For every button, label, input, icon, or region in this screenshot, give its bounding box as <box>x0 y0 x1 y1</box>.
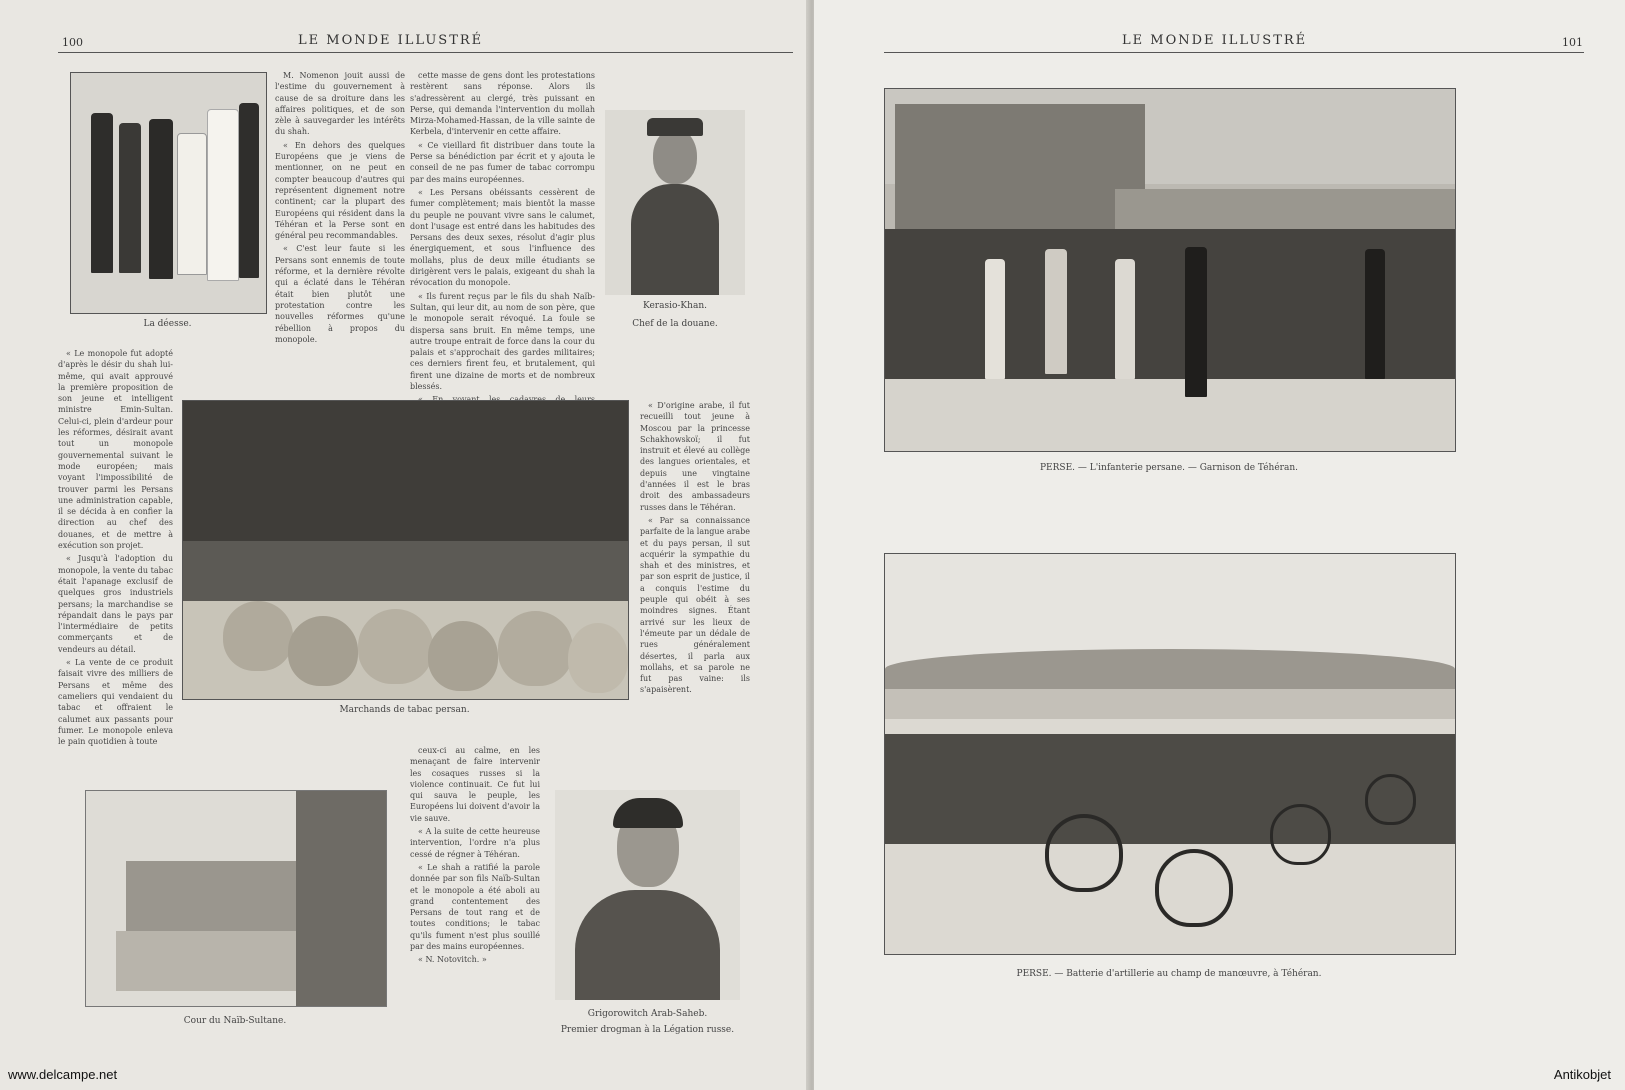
caption-photo-group: La déesse. <box>143 319 192 329</box>
text-column-2: cette masse de gens dont les protestations restèrent sans réponse. Alors ils s'adressèrent au clergé, très puissant en Perse, qui demanda l'intervention du mollah Mirza-Mohamed-Hassan, de la ville sainte de Kerbela, d'intervenir en cette affaire. « Ce vieillard fit distribuer dans toute la Perse sa bénédiction par écrit et y ajouta le conseil de ne pas fumer de tabac corrompu par des mains européennes. « Les Persans obéissants cessèrent de fumer complètement; mais bientôt la masse du peuple ne pouvant vivre sans le calumet, dont l'usage est entré dans les habitudes des Persans des deux sexes, résolut d'agir plus énergiquement, et sous l'influence des mollahs, plus de deux mille étudiants se dirigèrent vers le palais, exigeant du shah la révocation du monopole. « Ils furent reçus par le fils du shah Naïb-Sultan, qui leur dit, au nom de son père, que le monopole serait révoqué. La foule se dispersa sans bruit. En même temps, une autre troupe entrait de force dans la cour du palais et s'approchait des gardes militaires; ces derniers firent feu, et brutalement, qui firent une dizaine de morts et de nombreux blessés. <box>410 71 595 392</box>
photo-tobacco-merchants <box>182 400 629 700</box>
engraving-court-naib-sultane <box>85 790 387 1007</box>
header-rule-right <box>884 52 1584 53</box>
masthead-right: LE MONDE ILLUSTRÉ <box>1122 33 1308 48</box>
portrait-grigorowitch <box>555 790 740 1000</box>
caption-portrait-bottom-sub: Premier drogman à la Légation russe. <box>560 1025 735 1035</box>
photo-persian-infantry <box>884 88 1456 452</box>
caption-portrait-top-sub: Chef de la douane. <box>632 319 718 329</box>
caption-photo-bottom: PERSE. — Batterie d'artillerie au champ de manœuvre, à Téhéran. <box>1016 969 1322 979</box>
caption-engraving-court: Cour du Naïb-Sultane. <box>183 1016 287 1026</box>
right-page <box>814 0 1625 1090</box>
photo-group-persians <box>70 72 267 314</box>
text-column-1-top: M. Nomenon jouit aussi de l'estime du gouvernement à cause de sa droiture dans les affaires politiques, et de son zèle à sauvegarder les intérêts du shah. « En dehors des quelques Européens que je viens de mentionner, on ne peut en compter beaucoup d'autres qui représentent dignement notre continent; car la plupart des Européens qui résident dans la Téhéran et la Perse sont en général peu recommandables. « C'est leur faute si les Persans sont ennemis de toute réforme, et la dernière révolte qui a éclaté dans le Téhéran était bien plutôt une protestation contre les nouvelles réformes qu'une rébellion à propos du monopole. <box>275 71 405 344</box>
text-column-1-lower: « Le monopole fut adopté d'après le désir du shah lui-même, qui avait approuvé la première proposition de son jeune et intelligent ministre Emin-Sultan. Celui-ci, plein d'ardeur pour les réformes, désirait avant tout un monopole gouvernemental suivant le mode européen; mais voyant l'impossibilité de trouver parmi les Persans une administration capable, il se décida à en confier la direction au chef des douanes, et de mettre à exécution son projet. « Jusqu'à l'adoption du monopole, la vente du tabac était l'apanage exclusif de quelques gros industriels persans; la marchandise se répandait dans le pays par l'intermédiaire de petits commerçants et de vendeurs au détail. « La vente de ce produit faisait vivre des milliers de Persans et même des cameliers qui vendaient du tabac et offraient le calumet aux passants pour fumer. Le monopole enleva le pain quotidien à toute <box>58 349 173 747</box>
caption-portrait-bottom: Grigorowitch Arab-Saheb. <box>587 1009 708 1019</box>
caption-portrait-top: Kerasio-Khan. <box>643 301 707 311</box>
page-number-right: 101 <box>1562 36 1583 49</box>
left-page <box>0 0 810 1090</box>
caption-photo-top: PERSE. — L'infanterie persane. — Garnison de Téhéran. <box>1040 463 1298 473</box>
photo-artillery-battery <box>884 553 1456 955</box>
text-column-3: « D'origine arabe, il fut recueilli tout jeune à Moscou par la princesse Schakhowskoï; il fut instruit et élevé au collège des langues orientales, et depuis une vingtaine d'années il est le bras droit des ambassadeurs russes dans le Téhéran. « Par sa connaissance parfaite de la langue arabe et du pays persan, il sut acquérir la sympathie du shah et des ministres, et par son esprit de justice, il a conquis l'estime du peuple qui obéit à ses moindres signes. Étant arrivé sur les lieux de l'émeute par un dédale de rues généralement désertes, il parla aux mollahs, et sa parole ne fut pas vaine: ils s'apaisèrent. <box>640 401 751 695</box>
masthead-left: LE MONDE ILLUSTRÉ <box>298 33 484 48</box>
portrait-kerasio-khan <box>605 110 745 295</box>
header-rule-left <box>58 52 793 53</box>
text-column-bottom: ceux-ci au calme, en les menaçant de faire intervenir les cosaques russes si la violence continuait. Ce fut lui qui sauva le peuple, les Européens lui doivent d'avoir la vie sauve. « A la suite de cette heureuse intervention, l'ordre n'a plus cessé de régner à Téhéran. « Le shah a ratifié la parole donnée par son fils Naïb-Sultan et le monopole a été aboli au grand contentement des Persans de tout rang et de toutes conditions; le tabac qu'ils fument n'est plus souillé par des mains européennes. « N. Notovitch. » <box>410 746 540 965</box>
page-number-left: 100 <box>62 36 83 49</box>
caption-photo-seated: Marchands de tabac persan. <box>339 705 470 715</box>
watermark-right: Antikobjet <box>1553 1067 1611 1082</box>
watermark-left: www.delcampe.net <box>8 1067 118 1082</box>
